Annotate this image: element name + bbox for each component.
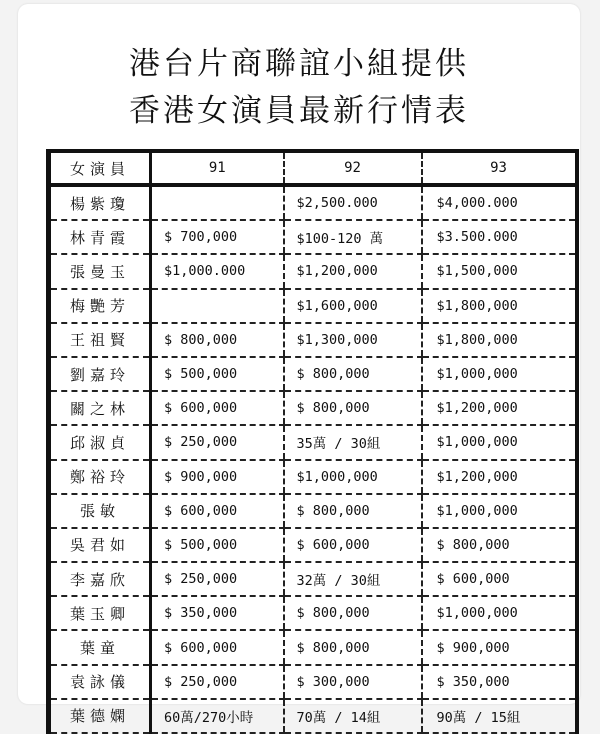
rate-91: $ 250,000 xyxy=(151,562,284,596)
rate-92: 32萬 / 30組 xyxy=(284,562,422,596)
rate-93: $ 800,000 xyxy=(422,528,577,562)
rate-92: $ 600,000 xyxy=(284,528,422,562)
actress-name: 梅艷芳 xyxy=(49,289,151,323)
actress-name: 劉嘉玲 xyxy=(49,357,151,391)
rate-92: $ 800,000 xyxy=(284,391,422,425)
rate-92: 35萬 / 30組 xyxy=(284,425,422,459)
actress-name: 李嘉欣 xyxy=(49,562,151,596)
rate-table xyxy=(46,149,579,734)
rate-91: $ 500,000 xyxy=(151,357,284,391)
rate-91: $ 250,000 xyxy=(151,665,284,699)
table-row xyxy=(49,630,577,664)
actress-name: 袁詠儀 xyxy=(49,665,151,699)
rate-92: $1,000,000 xyxy=(284,460,422,494)
rate-93: $3.500.000 xyxy=(422,220,577,254)
rate-93: $1,200,000 xyxy=(422,391,577,425)
rate-92: $ 800,000 xyxy=(284,596,422,630)
table-row xyxy=(49,494,577,528)
rate-92: 70萬 / 14組 xyxy=(284,699,422,733)
rate-92: $1,600,000 xyxy=(284,289,422,323)
actress-name: 張曼玉 xyxy=(49,254,151,288)
table-row xyxy=(49,596,577,630)
table-row xyxy=(49,289,577,323)
rate-93: $ 600,000 xyxy=(422,562,577,596)
rate-table-wrapper xyxy=(46,149,574,734)
rate-93: $1,000,000 xyxy=(422,425,577,459)
rate-92: $ 800,000 xyxy=(284,357,422,391)
rate-92: $ 800,000 xyxy=(284,494,422,528)
table-row xyxy=(49,562,577,596)
actress-name: 關之林 xyxy=(49,391,151,425)
rate-92: $100-120 萬 xyxy=(284,220,422,254)
rate-93: $ 350,000 xyxy=(422,665,577,699)
actress-name: 楊紫瓊 xyxy=(49,185,151,220)
rate-93: $1,200,000 xyxy=(422,460,577,494)
actress-name: 葉玉卿 xyxy=(49,596,151,630)
actress-name: 葉德嫻 xyxy=(49,699,151,733)
rate-92: $ 800,000 xyxy=(284,630,422,664)
rate-92: $2,500.000 xyxy=(284,185,422,220)
document-title-line1: 港台片商聯誼小組提供 xyxy=(129,46,469,82)
table-row xyxy=(49,220,577,254)
rate-93: $4,000.000 xyxy=(422,185,577,220)
table-row xyxy=(49,460,577,494)
document-card xyxy=(18,4,580,726)
table-row xyxy=(49,391,577,425)
rate-91 xyxy=(151,289,284,323)
rate-91: $ 250,000 xyxy=(151,425,284,459)
document-title-line2: 香港女演員最新行情表 xyxy=(129,93,469,129)
table-row xyxy=(49,665,577,699)
header-year-92: 92 xyxy=(284,151,422,185)
rate-93: $1,000,000 xyxy=(422,494,577,528)
table-row xyxy=(49,528,577,562)
rate-91: $ 600,000 xyxy=(151,391,284,425)
actress-name: 林青霞 xyxy=(49,220,151,254)
rate-91: 60萬/270小時 xyxy=(151,699,284,733)
rate-92: $1,300,000 xyxy=(284,323,422,357)
rate-91: $ 600,000 xyxy=(151,630,284,664)
rate-91: $ 500,000 xyxy=(151,528,284,562)
actress-name: 葉童 xyxy=(49,630,151,664)
table-row xyxy=(49,323,577,357)
table-row xyxy=(49,357,577,391)
header-actress: 女演員 xyxy=(49,151,151,185)
rate-93: $1,500,000 xyxy=(422,254,577,288)
rate-91: $ 800,000 xyxy=(151,323,284,357)
rate-91: $ 600,000 xyxy=(151,494,284,528)
actress-name: 邱淑貞 xyxy=(49,425,151,459)
rate-93: $1,800,000 xyxy=(422,289,577,323)
table-row xyxy=(49,254,577,288)
table-row xyxy=(49,425,577,459)
header-year-91: 91 xyxy=(151,151,284,185)
actress-name: 王祖賢 xyxy=(49,323,151,357)
table-row xyxy=(49,699,577,733)
table-row xyxy=(49,185,577,220)
rate-91: $ 900,000 xyxy=(151,460,284,494)
actress-name: 吳君如 xyxy=(49,528,151,562)
actress-name: 張敏 xyxy=(49,494,151,528)
rate-91 xyxy=(151,185,284,220)
rate-92: $1,200,000 xyxy=(284,254,422,288)
rate-93: $1,000,000 xyxy=(422,357,577,391)
actress-name: 鄭裕玲 xyxy=(49,460,151,494)
rate-93: $1,800,000 xyxy=(422,323,577,357)
rate-91: $ 700,000 xyxy=(151,220,284,254)
table-header-row xyxy=(49,151,577,185)
rate-93: 90萬 / 15組 xyxy=(422,699,577,733)
rate-93: $ 900,000 xyxy=(422,630,577,664)
rate-91: $1,000.000 xyxy=(151,254,284,288)
rate-91: $ 350,000 xyxy=(151,596,284,630)
rate-92: $ 300,000 xyxy=(284,665,422,699)
header-year-93: 93 xyxy=(422,151,577,185)
rate-93: $1,000,000 xyxy=(422,596,577,630)
